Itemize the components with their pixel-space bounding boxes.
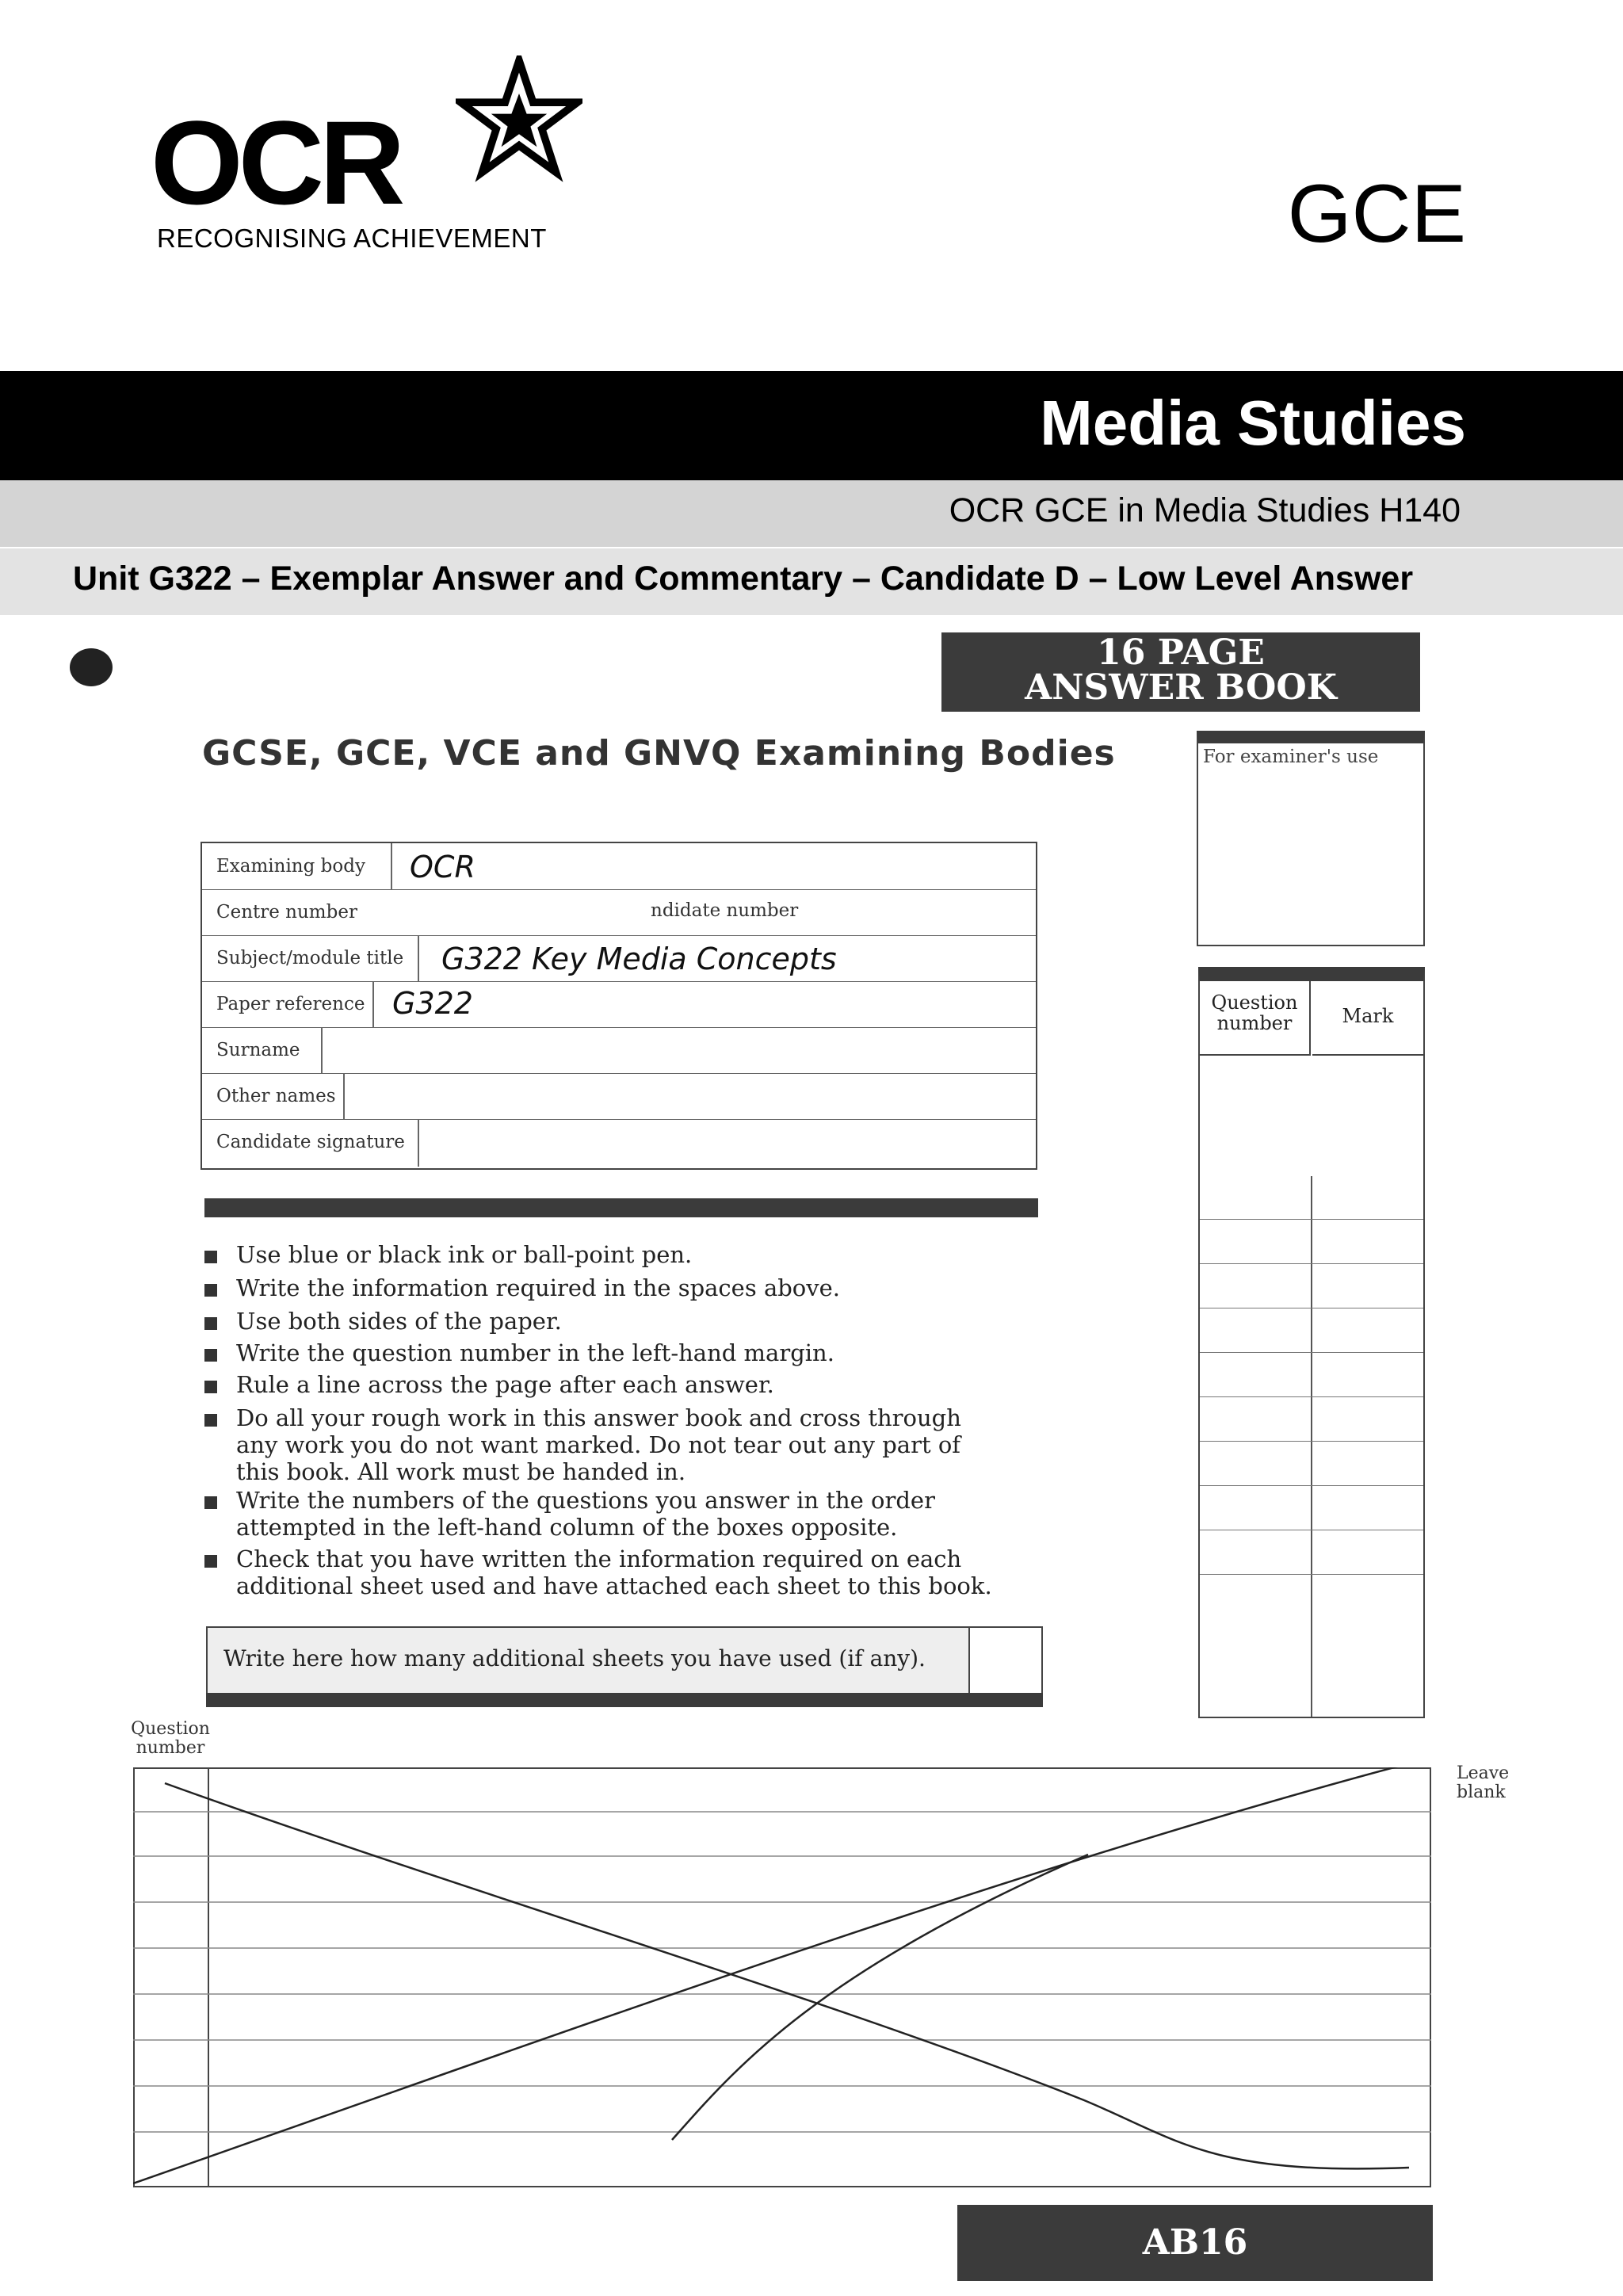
logo-wordmark: OCR: [151, 96, 401, 229]
details-label: Other names: [216, 1086, 336, 1106]
details-label: Subject/module title: [216, 948, 404, 968]
question-mark-table: [1198, 967, 1425, 1718]
punch-hole: [70, 648, 113, 686]
examining-bodies-title: GCSE, GCE, VCE and GNVQ Examining Bodies: [202, 733, 1116, 774]
table-row: [1200, 1263, 1423, 1264]
mark-header: Mark: [1312, 981, 1423, 1056]
table-row: [1200, 1396, 1423, 1397]
instruction-item: Write the question number in the left-hand margin.: [204, 1339, 834, 1366]
badge-line-2: ANSWER BOOK: [1025, 667, 1337, 708]
ocr-logo: [151, 55, 594, 262]
instruction-item: Rule a line across the page after each answer.: [204, 1371, 774, 1398]
details-row: [202, 1119, 1036, 1167]
separator-bar: [204, 1198, 1038, 1217]
examining-body-value: OCR: [410, 850, 475, 884]
question-number-header: Question number: [1200, 981, 1311, 1056]
separator-bar: [206, 1693, 1043, 1707]
table-row: [1200, 1352, 1423, 1353]
instruction-item: Check that you have written the information required on each additional sheet used and have attached each sheet to this book.: [204, 1545, 1044, 1599]
logo-tagline: RECOGNISING ACHIEVEMENT: [157, 223, 547, 253]
details-label: Examining body: [216, 856, 365, 877]
subject-title: Media Studies: [1040, 388, 1466, 458]
details-row: [202, 843, 1036, 890]
leave-blank-label: Leave blank: [1457, 1763, 1510, 1802]
examiner-use-label: For examiner's use: [1203, 747, 1379, 767]
star-icon: [456, 55, 582, 182]
table-row: [1200, 1441, 1423, 1442]
specification-title: OCR GCE in Media Studies H140: [949, 491, 1461, 529]
details-label: Candidate signature: [216, 1132, 405, 1152]
paper-reference-value: G322: [392, 986, 473, 1021]
details-row: [202, 935, 1036, 982]
question-number-margin-label: Question number: [131, 1719, 210, 1758]
instruction-item: Use both sides of the paper.: [204, 1308, 562, 1335]
candidate-number-label: ndidate number: [651, 900, 799, 921]
unit-title: Unit G322 – Exemplar Answer and Commentary – Candidate D – Low Level Answer: [73, 560, 1414, 598]
answer-book-badge: [941, 632, 1420, 712]
details-label: Centre number: [216, 902, 357, 923]
qualification-title: GCE: [1287, 168, 1466, 260]
badge-line-1: 16 PAGE: [1097, 632, 1265, 673]
details-row: [202, 981, 1036, 1028]
details-label: Surname: [216, 1040, 300, 1060]
instruction-item: Use blue or black ink or ball-point pen.: [204, 1241, 692, 1268]
details-row: [202, 1073, 1036, 1120]
subject-module-value: G322 Key Media Concepts: [441, 942, 837, 976]
answer-book-code: AB16: [957, 2205, 1433, 2281]
cross-out-strokes: [133, 1767, 1409, 2183]
lined-answer-area: [133, 1767, 1431, 2187]
instruction-item: Write the information required in the spaces above.: [204, 1274, 840, 1301]
additional-sheets-label: Write here how many additional sheets you have used (if any).: [223, 1645, 926, 1671]
table-row: [1200, 1485, 1423, 1486]
details-row: [202, 1027, 1036, 1074]
candidate-details-table: [200, 842, 1037, 1170]
table-row: [1200, 1219, 1423, 1220]
instruction-item: Do all your rough work in this answer book and cross through any work you do not want marked. Do not tear out any part of this book. All work must be handed in.: [204, 1404, 1005, 1485]
additional-sheets-box: [206, 1626, 1043, 1696]
table-row: [1200, 1574, 1423, 1575]
additional-sheets-field: [968, 1628, 1041, 1694]
details-label: Paper reference: [216, 994, 365, 1014]
details-row: [202, 889, 1036, 936]
instruction-item: Write the numbers of the questions you answer in the order attempted in the left-hand column of the boxes opposite.: [204, 1487, 1005, 1541]
